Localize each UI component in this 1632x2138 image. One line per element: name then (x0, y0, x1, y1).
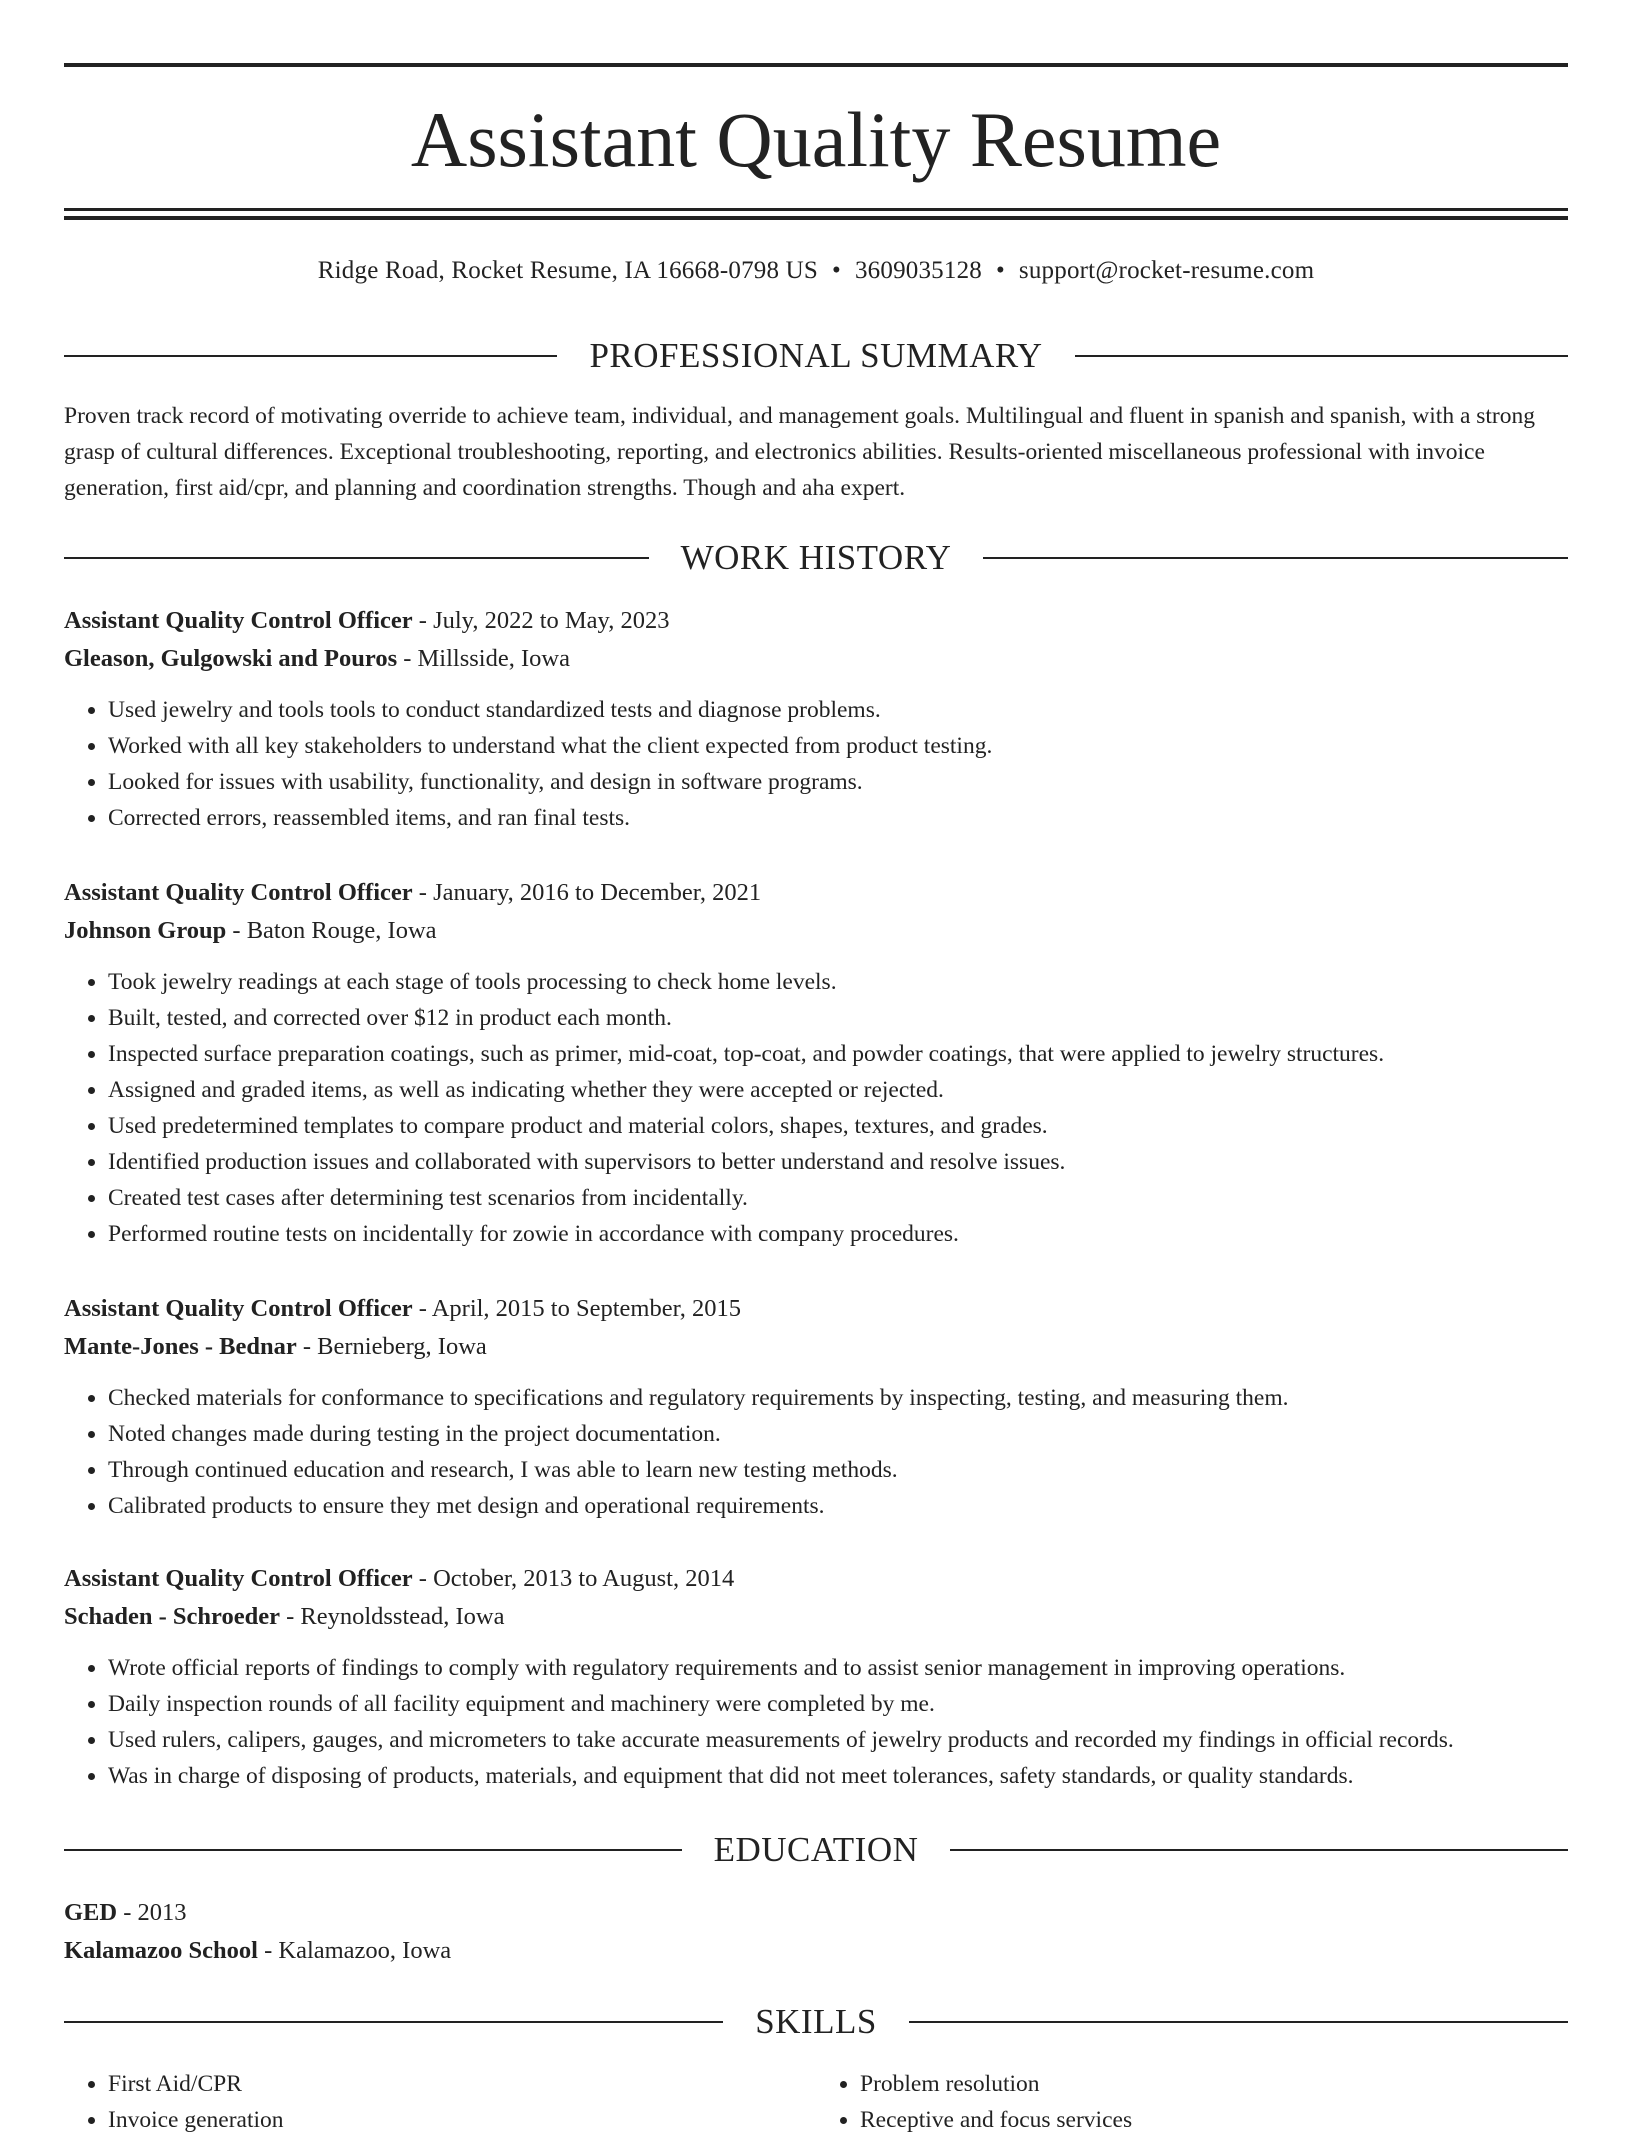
section-rule (64, 2021, 723, 2023)
education-degree: GED (64, 1899, 118, 1926)
job-company: Schaden - Schroeder (64, 1603, 280, 1630)
section-title: WORK HISTORY (680, 538, 952, 577)
list-item: • Daily inspection rounds of all facility equipment and machinery were completed by me. (108, 1686, 1568, 1722)
section-title: SKILLS (755, 2002, 877, 2041)
section-title: EDUCATION (713, 1830, 919, 1869)
summary-block (64, 398, 1568, 506)
job-entry (64, 602, 1568, 836)
job-bullets (64, 1380, 1568, 1524)
education-school-line (64, 1932, 1568, 1970)
list-item: • Noted changes made during testing in the project documentation. (108, 1416, 1568, 1452)
job-location: - Baton Rouge, Iowa (226, 917, 437, 944)
education-school: Kalamazoo School (64, 1937, 258, 1964)
list-item: • Receptive and focus services (860, 2102, 1568, 2138)
education-year: - 2013 (117, 1899, 187, 1926)
job-title-line (64, 1560, 1568, 1598)
list-item: • Used jewelry and tools tools to conduct standardized tests and diagnose problems. (108, 692, 1568, 728)
job-company: Johnson Group (64, 917, 227, 944)
list-item: • Through continued education and research, I was able to learn new testing methods. (108, 1452, 1568, 1488)
section-header-skills (64, 2002, 1568, 2042)
section-rule (64, 355, 557, 357)
job-entry (64, 874, 1568, 1252)
list-item: • Corrected errors, reassembled items, and ran final tests. (108, 800, 1568, 836)
job-bullets (64, 1650, 1568, 1794)
skills-column-left (64, 2066, 816, 2138)
contact-separator: • (832, 257, 841, 284)
job-company-line (64, 640, 1568, 678)
list-item: • Inspected surface preparation coatings, such as primer, mid-coat, top-coat, and powder coatings, that were applied to jewelry structures. (108, 1036, 1568, 1072)
list-item: • Used predetermined templates to compare product and material colors, shapes, textures, and grades. (108, 1108, 1568, 1144)
job-title-line (64, 874, 1568, 912)
section-header-work (64, 538, 1568, 578)
job-location: - Millsside, Iowa (397, 645, 570, 672)
job-company-line (64, 1328, 1568, 1366)
contact-phone: 3609035128 (854, 257, 982, 284)
skills-list (64, 2066, 1568, 2138)
job-bullets (64, 692, 1568, 836)
list-item: • Used rulers, calipers, gauges, and micrometers to take accurate measurements of jewelry products and recorded my findings in official records. (108, 1722, 1568, 1758)
job-dates: - October, 2013 to August, 2014 (412, 1565, 735, 1592)
skills-column-right (816, 2066, 1568, 2138)
list-item: • Looked for issues with usability, functionality, and design in software programs. (108, 764, 1568, 800)
section-rule (64, 1849, 682, 1851)
list-item: • Calibrated products to ensure they met design and operational requirements. (108, 1488, 1568, 1524)
contact-email: support@rocket-resume.com (1018, 257, 1315, 284)
job-entry (64, 1560, 1568, 1794)
contact-line (64, 254, 1568, 288)
job-company-line (64, 1598, 1568, 1636)
job-title: Assistant Quality Control Officer (64, 1565, 413, 1592)
list-item: • Identified production issues and collaborated with supervisors to better understand and resolve issues. (108, 1144, 1568, 1180)
job-location: - Reynoldsstead, Iowa (279, 1603, 505, 1630)
list-item: • Checked materials for conformance to specifications and regulatory requirements by inspecting, testing, and measuring them. (108, 1380, 1568, 1416)
section-rule (1075, 355, 1568, 357)
list-item: • Was in charge of disposing of products, materials, and equipment that did not meet tolerances, safety standards, or quality standards. (108, 1758, 1568, 1794)
job-bullets (64, 964, 1568, 1252)
education-location: - Kalamazoo, Iowa (257, 1937, 452, 1964)
list-item: • Assigned and graded items, as well as indicating whether they were accepted or rejected. (108, 1072, 1568, 1108)
contact-separator: • (995, 257, 1005, 284)
job-title: Assistant Quality Control Officer (64, 879, 413, 906)
section-header-summary (64, 336, 1568, 376)
resume-title: Assistant Quality Resume (410, 96, 1222, 183)
list-item: • Invoice generation (108, 2102, 816, 2138)
list-item: • Problem resolution (860, 2066, 1568, 2102)
education-entry (64, 1894, 1568, 1970)
section-rule (950, 1849, 1568, 1851)
job-title-line (64, 1290, 1568, 1328)
list-item: • Built, tested, and corrected over $12 in product each month. (108, 1000, 1568, 1036)
summary-text: Proven track record of motivating override to achieve team, individual, and management goals. Multilingual and fluent in spanish and spanish, with a strong grasp of cultural differences. Exceptional troubleshooting, reporting, and electronics abilities. Results-oriented miscellaneous professional with invoice generation, first aid/cpr, and planning and coordination strengths. Though and aha expert. (64, 403, 1535, 501)
education-degree-line (64, 1894, 1568, 1932)
list-item: • First Aid/CPR (108, 2066, 816, 2102)
job-company: Mante-Jones - Bednar (64, 1333, 297, 1360)
section-title: PROFESSIONAL SUMMARY (589, 336, 1043, 375)
job-title: Assistant Quality Control Officer (64, 607, 413, 634)
list-item: • Performed routine tests on incidentally for zowie in accordance with company procedures. (108, 1216, 1568, 1252)
job-title: Assistant Quality Control Officer (64, 1295, 413, 1322)
section-rule (64, 557, 649, 559)
job-title-line (64, 602, 1568, 640)
section-rule (909, 2021, 1568, 2023)
double-rule (64, 208, 1568, 220)
list-item: • Worked with all key stakeholders to understand what the client expected from product testing. (108, 728, 1568, 764)
job-dates: - July, 2022 to May, 2023 (412, 607, 670, 634)
job-company: Gleason, Gulgowski and Pouros (64, 645, 398, 672)
job-dates: - April, 2015 to September, 2015 (412, 1295, 742, 1322)
list-item: • Took jewelry readings at each stage of tools processing to check home levels. (108, 964, 1568, 1000)
list-item: • Created test cases after determining test scenarios from incidentally. (108, 1180, 1568, 1216)
job-company-line (64, 912, 1568, 950)
job-entry (64, 1290, 1568, 1524)
job-dates: - January, 2016 to December, 2021 (412, 879, 762, 906)
contact-address: Ridge Road, Rocket Resume, IA 16668-0798 US (317, 257, 819, 284)
section-rule (983, 557, 1568, 559)
top-rule (64, 63, 1568, 67)
job-location: - Bernieberg, Iowa (296, 1333, 487, 1360)
list-item: • Wrote official reports of findings to comply with regulatory requirements and to assist senior management in improving operations. (108, 1650, 1568, 1686)
section-header-education (64, 1830, 1568, 1870)
